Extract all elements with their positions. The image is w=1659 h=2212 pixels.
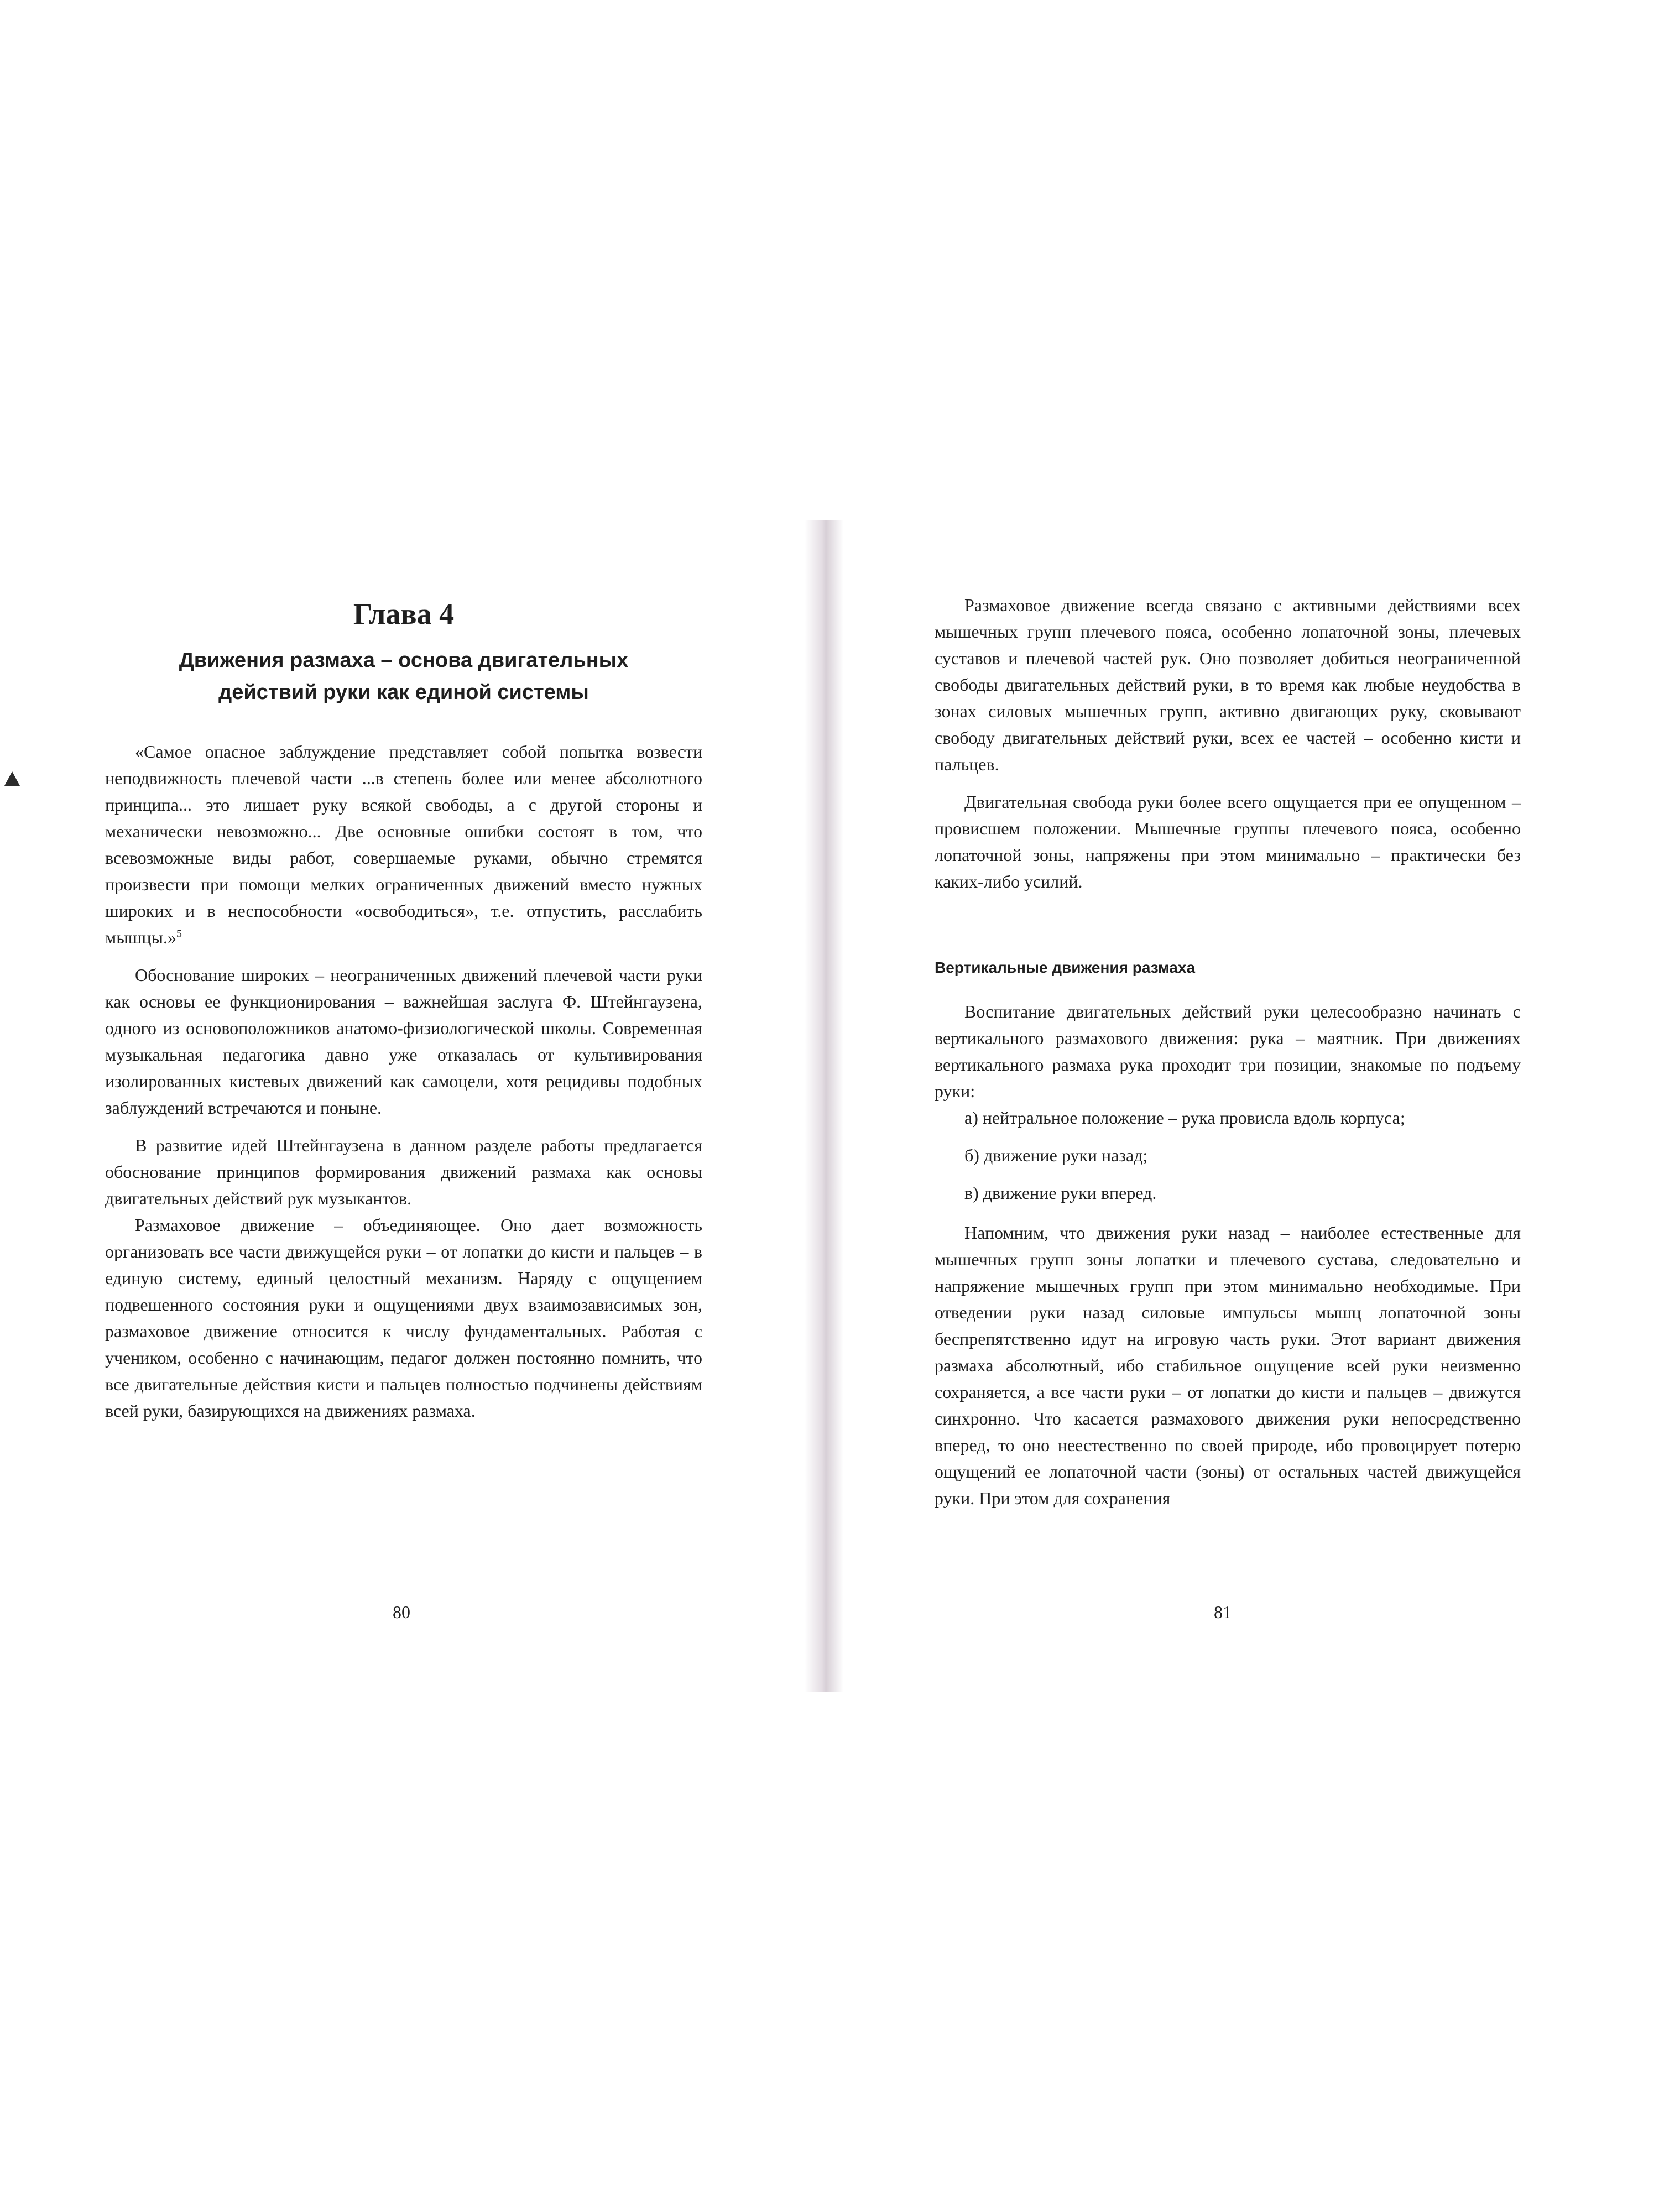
epigraph-quote [105,738,702,951]
paragraph: Обоснование широких – неограниченных движений плечевой части руки как основы ее функционирования – важнейшая заслуга Ф. Штейнгаузена, одного из основоположников анатомо-физиологической школы. Современная музыкальная педагогика давно уже отказалась от культивирования изолированных кистевых движений как самоцели, хотя рецидивы подобных заблуждений встречаются и поныне. [105,965,702,1118]
paragraph: Воспитание двигательных действий руки целесообразно начинать с вертикального размахового движения: рука – маятник. При движениях вертикального размаха рука проходит три позиции, знакомые по подъему руки: [935,1001,1521,1101]
right-page-body-middle [935,998,1521,1217]
paragraph: Двигательная свобода руки более всего ощущается при ее опущенном – провисшем положении. Мышечные группы плечевого пояса, особенно лопаточной зоны, напряжены при этом минимально – практически без каких-либо усилий. [935,792,1521,891]
section-heading: Вертикальные движения размаха [935,959,1196,976]
page-number: 81 [1214,1602,1232,1622]
right-page-body-bottom [935,1219,1521,1522]
paragraph: В развитие идей Штейнгаузена в данном разделе работы предлагается обоснование принципов формирования движений размаха как основы двигательных действий рук музыкантов. [105,1135,702,1208]
list-item: б) движение руки назад; [964,1145,1148,1165]
paragraph: Размаховое движение – объединяющее. Оно дает возможность организовать все части движущейся руки – от лопатки до кисти и пальцев – в единую систему, единый целостный механизм. Наряду с ощущением подвешенного состояния руки и ощущениями двух взаимозависимых зон, размаховое движение относится к числу фундаментальных. Работая с учеником, особенно с начинающим, педагог должен постоянно помнить, что все двигательные действия кисти и пальцев полностью подчинены действиям всей руки, базирующихся на движениях размаха. [105,1215,702,1421]
epigraph-quote-text: «Самое опасное заблуждение представляет собой попытка возвести неподвижность плечевой части ...в степень более или менее абсолютного принципа... это лишает руку всякой свободы, а с другой стороны и механически невозможно... Две основные ошибки состоят в том, что всевозможные виды работ, совершаемые руками, обычно стремятся произвести при помощи мелких ограниченных движений вместо нужных широких и в неспособности «освободиться», т.е. отпустить, расслабить мышцы.» [105,742,702,947]
page-number: 80 [393,1602,410,1622]
list-item: в) движение руки вперед. [964,1183,1157,1203]
right-page-body-top [935,592,1521,906]
list-item: а) нейтральное положение – рука провисла вдоль корпуса; [964,1108,1405,1128]
chapter-title-line-1: Движения размаха – основа двигательных [179,649,629,672]
margin-arrow-mark [4,771,20,786]
paragraph: Размаховое движение всегда связано с активными действиями всех мышечных групп плечевого пояса, особенно лопаточной зоны, плечевых суставов и плечевой частей рук. Оно позволяет добиться неограниченной свободы двигательных действий руки, в то время как любые неудобства в зонах силовых мышечных групп, активно двигающих руку, сковывают свободу двигательных действий руки, всех ее частей – особенно кисти и пальцев. [935,595,1521,774]
chapter-number: Глава 4 [353,597,455,630]
chapter-title [105,644,702,708]
footnote-reference: 5 [176,927,182,940]
paragraph: Напомним, что движения руки назад – наиболее естественные для мышечных групп зоны лопатки и плечевого сустава, следовательно и напряжение мышечных групп при этом минимально необходимые. При отведении руки назад силовые импульсы мышц лопаточной зоны беспрепятственно идут на игровую часть руки. Этот вариант движения размаха абсолютный, ибо стабильное ощущение всей руки неизменно сохраняется, а все части руки – от лопатки до кисти и пальцев – движутся синхронно. Что касается размахового движения руки непосредственно вперед, то оно неестественно по своей природе, ибо провоцирует потерю ощущений ее лопаточной части (зоны) от остальных частей движущейся руки. При этом для сохранения [935,1223,1521,1508]
book-gutter-shadow [805,520,843,1692]
chapter-title-line-2: действий руки как единой системы [218,681,589,704]
left-page-body [105,738,702,1435]
